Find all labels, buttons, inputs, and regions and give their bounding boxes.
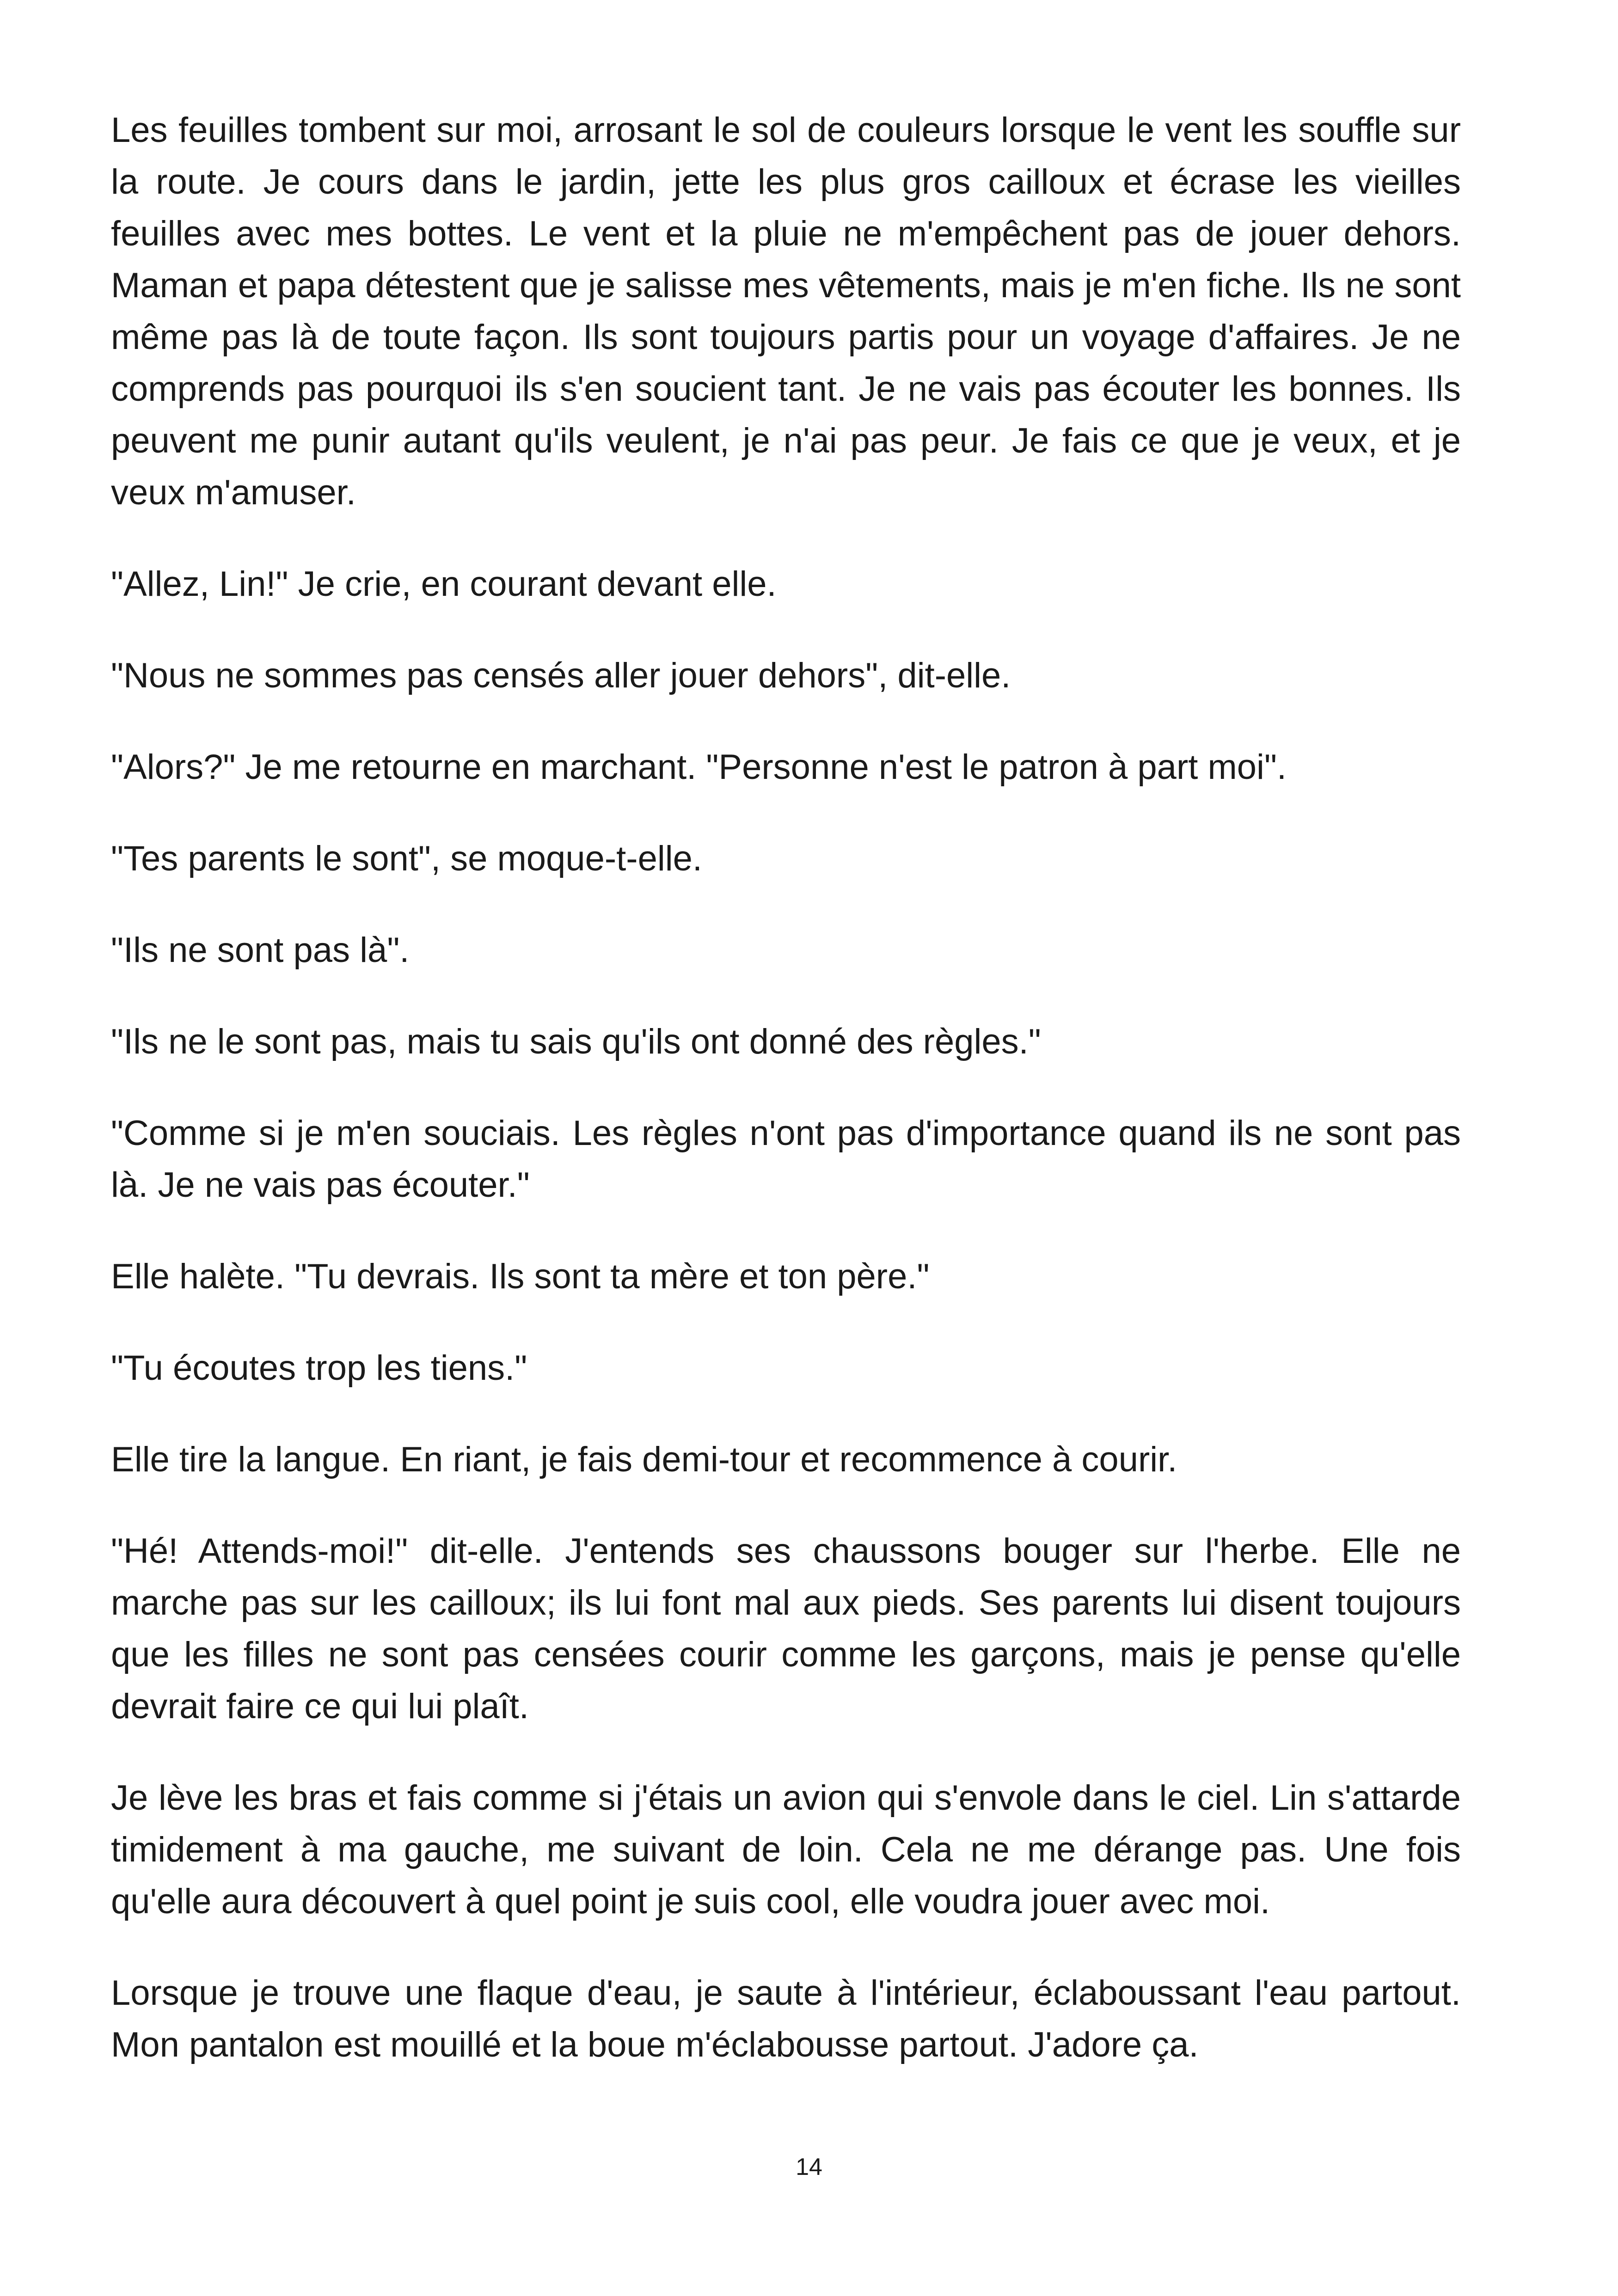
text-body <box>111 104 1461 2111</box>
paragraph: "Allez, Lin!" Je crie, en courant devant elle. <box>111 564 777 604</box>
paragraph: "Comme si je m'en souciais. Les règles n'ont pas d'importance quand ils ne sont pas là. Je ne vais pas écouter." <box>111 1114 1461 1205</box>
paragraph: "Tes parents le sont", se moque-t-elle. <box>111 839 703 878</box>
paragraph: "Nous ne sommes pas censés aller jouer dehors", dit-elle. <box>111 656 1011 695</box>
page-number: 14 <box>796 2154 822 2180</box>
paragraph: "Ils ne le sont pas, mais tu sais qu'ils ont donné des règles." <box>111 1022 1041 1061</box>
paragraph: Elle halète. "Tu devrais. Ils sont ta mère et ton père." <box>111 1257 930 1296</box>
paragraph: Les feuilles tombent sur moi, arrosant le sol de couleurs lorsque le vent les souffle sur la route. Je cours dans le jardin, jette les plus gros cailloux et écrase les vieilles feuilles avec mes bottes. Le vent et la pluie ne m'empêchent pas de jouer dehors. Maman et papa détestent que je salisse mes vêtements, mais je m'en fiche. Ils ne sont même pas là de toute façon. Ils sont toujours partis pour un voyage d'affaires. Je ne comprends pas pourquoi ils s'en soucient tant. Je ne vais pas écouter les bonnes. Ils peuvent me punir autant qu'ils veulent, je n'ai pas peur. Je fais ce que je veux, et je veux m'amuser. <box>111 110 1461 512</box>
paragraph: "Ils ne sont pas là". <box>111 931 410 970</box>
paragraph: "Alors?" Je me retourne en marchant. "Personne n'est le patron à part moi". <box>111 747 1287 787</box>
paragraph: "Tu écoutes trop les tiens." <box>111 1348 527 1388</box>
paragraph: "Hé! Attends-moi!" dit-elle. J'entends ses chaussons bouger sur l'herbe. Elle ne marche pas sur les cailloux; ils lui font mal aux pieds. Ses parents lui disent toujours que les filles ne sont pas censées courir comme les garçons, mais je pense qu'elle devrait faire ce qui lui plaît. <box>111 1531 1461 1726</box>
paragraph: Lorsque je trouve une flaque d'eau, je saute à l'intérieur, éclaboussant l'eau partout. Mon pantalon est mouillé et la boue m'éclabousse partout. J'adore ça. <box>111 1973 1461 2064</box>
paragraph: Je lève les bras et fais comme si j'étais un avion qui s'envole dans le ciel. Lin s'attarde timidement à ma gauche, me suivant de loin. Cela ne me dérange pas. Une fois qu'elle aura découvert à quel point je suis cool, elle voudra jouer avec moi. <box>111 1778 1461 1921</box>
paragraph: Elle tire la langue. En riant, je fais demi-tour et recommence à courir. <box>111 1440 1177 1479</box>
